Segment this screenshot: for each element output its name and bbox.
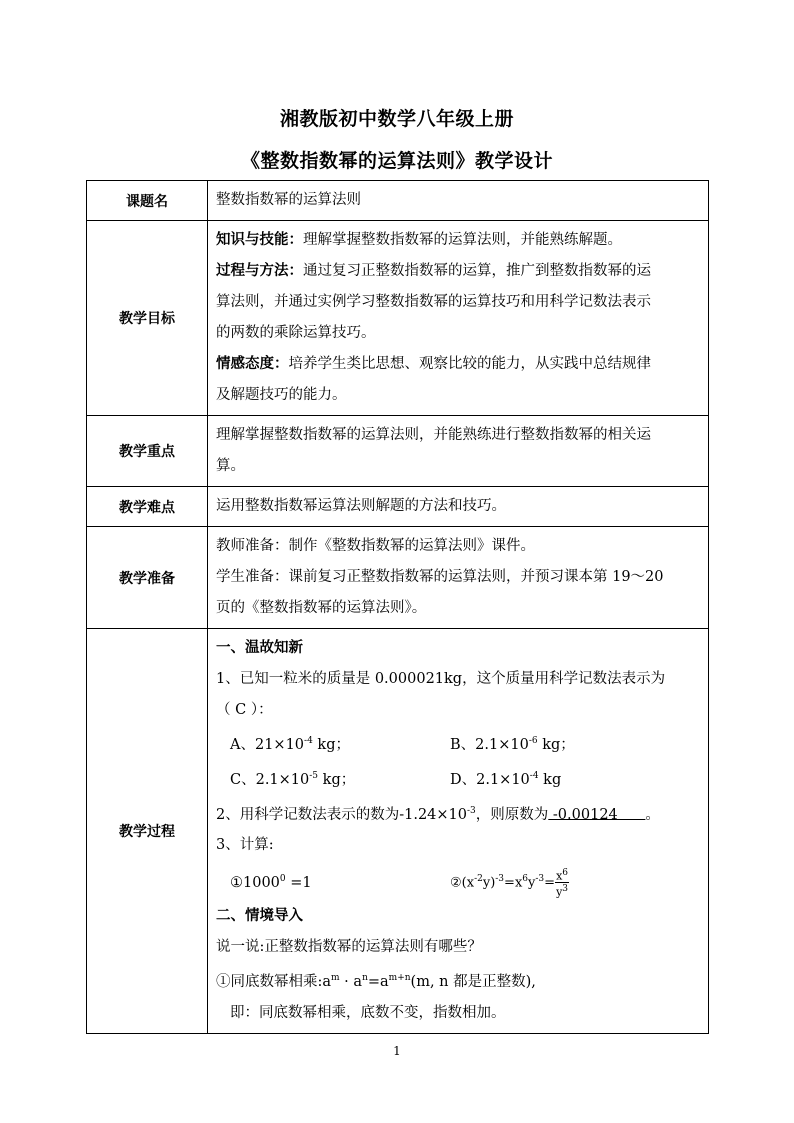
goal-emotion-head: 情感态度：	[216, 356, 289, 372]
document-title: 湘教版初中数学八年级上册	[279, 108, 514, 130]
goal-emotion-text: 培养学生类比思想、观察比较的能力，从实践中总结规律	[288, 356, 651, 372]
table-row	[87, 527, 709, 629]
prep-text-2: 学生准备：课前复习正整数指数幂的运算法则，并预习课本第 19～20	[216, 569, 664, 585]
discussion-prompt: 说一说:正整数指数幂的运算法则有哪些？	[216, 939, 482, 956]
lesson-plan-table	[86, 180, 709, 1034]
row-label-key: 教学重点	[87, 416, 208, 487]
key-text-2: 算。	[216, 458, 245, 474]
options-row-2	[216, 761, 702, 796]
goal-process-text-2: 算法则，并通过实例学习整数指数幂的运算技巧和用科学记数法表示	[216, 294, 651, 310]
goal-emotion-text-2: 及解题技巧的能力。	[216, 387, 347, 403]
prep-text-3: 页的《整数指数幂的运算法则》。	[216, 600, 427, 616]
options-row-1	[216, 726, 702, 761]
question-1-text: 1、已知一粒米的质量是 0.000021kg，这个质量用科学记数法表示为	[216, 671, 666, 687]
calc-2: $②(x^{-2}y)^{-3}=x^6y^{-3}=$ $\frac{x^6}{y^3}$	[450, 867, 569, 899]
fraction: $\frac{x^6}{y^3}$	[556, 867, 569, 899]
document-subtitle: 《整数指数幂的运算法则》教学设计	[240, 150, 553, 172]
calc-row	[216, 861, 702, 901]
difficulty-text: 运用整数指数幂运算法则解题的方法和技巧。	[216, 498, 506, 514]
topic-text: 整数指数幂的运算法则	[216, 192, 361, 208]
goal-knowledge-text: 理解掌握整数指数幂的运算法则，并能熟练解题。	[303, 232, 622, 248]
section-2-heading: 二、情境导入	[216, 908, 303, 925]
goal-knowledge-head: 知识与技能：	[216, 232, 303, 248]
question-3-text: 3、计算:	[216, 837, 274, 854]
goals-cell	[208, 221, 709, 416]
difficulty-cell	[208, 487, 709, 527]
goal-process-text-3: 的两数的乘除运算技巧。	[216, 325, 376, 341]
row-label-topic: 课题名	[87, 181, 208, 221]
row-label-prep: 教学准备	[87, 527, 208, 629]
table-row	[87, 181, 709, 221]
option-d: D、$2.1\times 10^{-4}$ kg	[450, 770, 562, 788]
option-c: C、$2.1\times 10^{-5}$ kg；	[230, 770, 356, 788]
table-row	[87, 221, 709, 416]
table-row	[87, 416, 709, 487]
page-number: 1	[393, 1044, 401, 1058]
process-cell	[208, 629, 709, 1034]
option-b: B、$2.1\times 10^{-6}$ kg；	[450, 736, 575, 753]
row-label-process: 教学过程	[87, 629, 208, 1034]
row-label-difficulty: 教学难点	[87, 487, 208, 527]
row-label-goals: 教学目标	[87, 221, 208, 416]
question-2: 2、用科学记数法表示的数为$-1.24\times 10^{-3}$，则原数为 -0.00124 。	[216, 805, 660, 823]
question-2-answer: -0.00124	[548, 806, 646, 823]
goal-process-text: 通过复习正整数指数幂的运算，推广到整数指数幂的运	[303, 263, 651, 279]
option-a: A、$21\times 10^{-4}$ kg；	[230, 736, 350, 753]
section-1-heading: 一、温故知新	[216, 640, 303, 656]
table-row	[87, 487, 709, 527]
key-text-1: 理解掌握整数指数幂的运算法则，并能熟练进行整数指数幂的相关运	[216, 427, 651, 443]
topic-cell	[208, 181, 709, 221]
prep-text-1: 教师准备：制作《整数指数幂的运算法则》课件。	[216, 538, 535, 554]
question-1-answer: （ C ）：	[216, 702, 273, 718]
goal-process-head: 过程与方法：	[216, 263, 303, 279]
prep-cell	[208, 527, 709, 629]
calc-1: $①1000^0 =1$	[230, 874, 312, 891]
table-row	[87, 629, 709, 1034]
rule-1-description: 即：同底数幂相乘，底数不变，指数相加。	[230, 1005, 506, 1022]
key-cell	[208, 416, 709, 487]
rule-1: ①同底数幂相乘$:a^m \cdot a^n=a^{m+n}(m$, n 都是正整数),	[216, 973, 536, 991]
